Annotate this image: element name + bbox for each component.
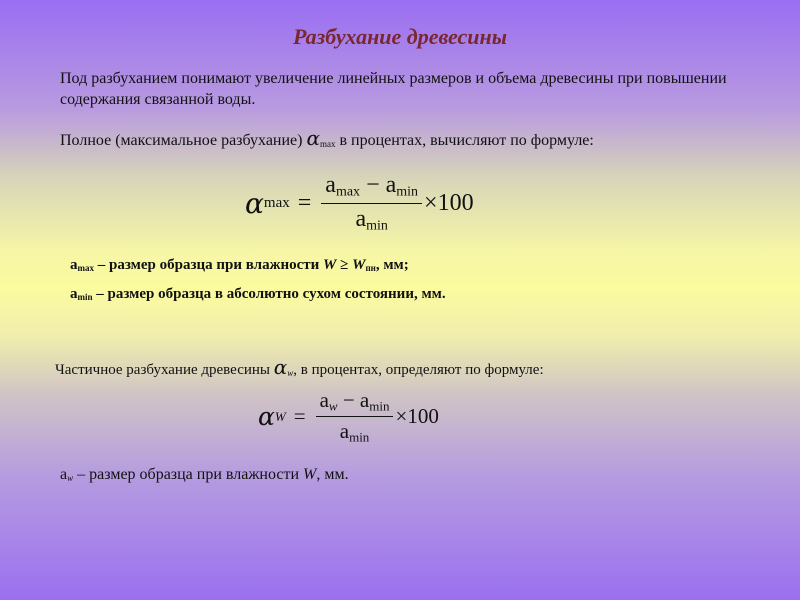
formula-fraction — [321, 172, 422, 234]
den-a-sub: min — [366, 218, 388, 233]
fraction2-denominator — [340, 417, 370, 445]
formula-times-100: ×100 — [424, 189, 474, 216]
legend-aw-W: W — [303, 466, 317, 483]
partial-swelling-text — [55, 357, 775, 384]
num2-a1: a — [319, 388, 329, 412]
legend-amax-sub: max — [77, 263, 94, 273]
fraction-denominator — [355, 204, 387, 235]
legend-amax-unit: , мм; — [375, 257, 409, 273]
legend-aw-unit: , мм. — [316, 466, 349, 483]
legend-amax-a: a — [70, 257, 78, 273]
legend-full — [70, 252, 770, 310]
legend-amax-Wsub: пн — [365, 263, 376, 273]
full-swelling-text — [60, 128, 760, 155]
full-text-before: Полное (максимальное разбухание) — [60, 132, 303, 149]
legend-amin — [70, 281, 770, 310]
partial-text-after: , в процентах, определяют по формуле: — [293, 362, 544, 378]
legend-aw-a: a — [60, 466, 68, 483]
num-a2-sub: min — [396, 184, 419, 200]
legend-amin-sub: min — [77, 292, 93, 302]
formula2-alpha-sub: W — [274, 408, 286, 424]
legend-aw — [60, 466, 760, 484]
legend-amax-W2: W — [352, 257, 366, 273]
num-a2: a — [385, 172, 397, 198]
den2-a: a — [339, 419, 350, 444]
slide-title: Разбухание древесины — [293, 24, 507, 49]
legend-amin-text: – размер образца в абсолютно сухом состоянии, мм. — [96, 286, 446, 302]
partial-alpha-sub: w — [287, 368, 294, 378]
formula-alpha-sub: max — [263, 194, 290, 211]
formula2-equals: = — [293, 404, 306, 429]
intro-paragraph: Под разбуханием понимают увеличение линейных размеров и объема древесины при повышении содержания связанной воды. — [60, 70, 727, 108]
legend-amax-ge: ≥ — [340, 257, 349, 273]
num2-a2-sub: min — [369, 398, 390, 414]
formula-full — [245, 172, 474, 234]
partial-text-before: Частичное разбухание древесины — [55, 362, 270, 378]
legend-amax-W: W — [323, 257, 337, 273]
formula2-fraction — [316, 388, 394, 446]
fraction-numerator — [321, 172, 422, 204]
legend-amin-a: a — [70, 286, 78, 302]
partial-alpha: α — [273, 355, 288, 379]
formula-alpha: α — [245, 186, 264, 220]
formula2-times-100: ×100 — [395, 404, 439, 429]
num-minus: − — [366, 172, 380, 198]
alpha-symbol: α — [306, 126, 320, 150]
formula-equals: = — [297, 189, 312, 216]
num2-a2: a — [359, 388, 370, 412]
alpha-sub-max: max — [319, 139, 336, 149]
full-text-after: в процентах, вычисляют по формуле: — [339, 132, 594, 149]
legend-amax — [70, 252, 770, 281]
legend-aw-sub: w — [67, 473, 74, 483]
num2-a1-sub: w — [328, 398, 338, 414]
num2-minus: − — [342, 388, 355, 412]
legend-aw-text: – размер образца при влажности — [77, 466, 299, 483]
formula-partial — [258, 388, 439, 446]
formula2-alpha: α — [258, 402, 275, 432]
legend-amax-text: – размер образца при влажности — [97, 257, 320, 273]
num-a1-sub: max — [335, 184, 361, 200]
num-a1: a — [325, 172, 336, 198]
den2-a-sub: min — [349, 429, 370, 445]
den-a: a — [355, 205, 367, 232]
fraction2-numerator — [316, 388, 394, 417]
